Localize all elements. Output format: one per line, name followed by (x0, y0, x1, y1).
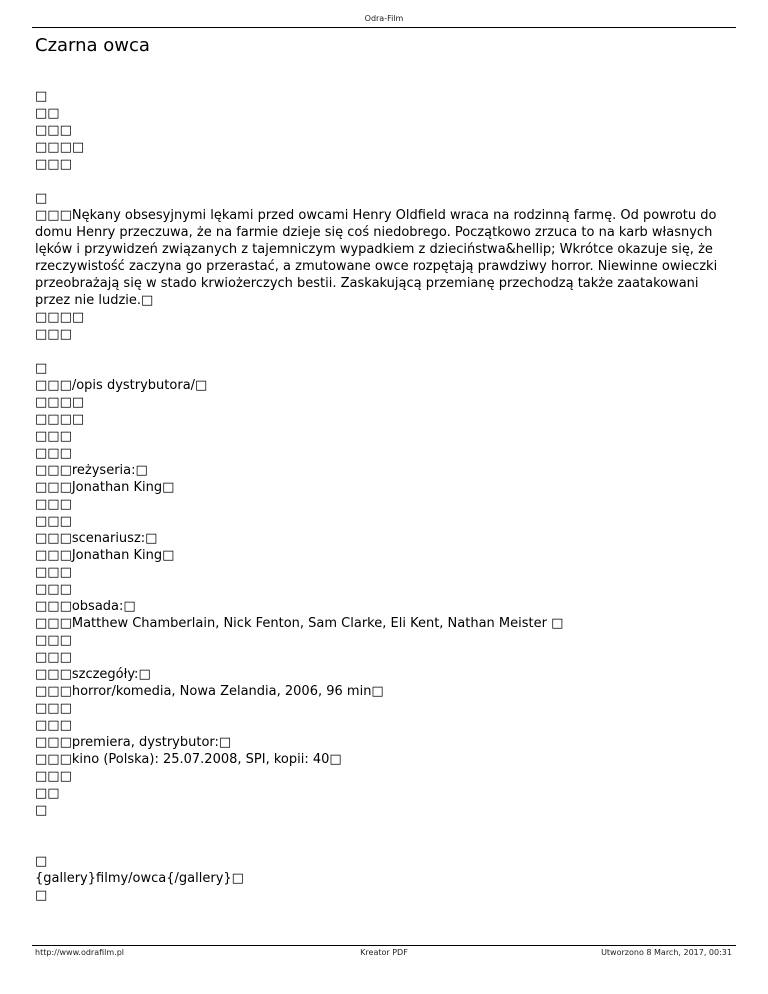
credit-value-screenplay: □□□Jonathan King□ (35, 548, 175, 563)
content-line: □□□□ (35, 310, 85, 325)
content-line: □□□ (35, 718, 72, 733)
content-line: □ (35, 361, 48, 376)
content-line: □□□□ (35, 395, 85, 410)
header-divider (32, 27, 736, 28)
spacer (35, 819, 735, 853)
content-line: □□□ (35, 327, 72, 342)
content-line: □□□ (35, 514, 72, 529)
gallery-placeholder: {gallery}filmy/owca{/gallery}□ (35, 871, 244, 886)
content-line: □ (35, 803, 48, 818)
content-line: □ (35, 89, 48, 104)
content-line: □ (35, 888, 48, 903)
content-line: □□ (35, 786, 60, 801)
content-block-gallery (35, 853, 735, 904)
content-line: □□□□ (35, 140, 85, 155)
content-line: □□□ (35, 123, 72, 138)
content-line: □□□□ (35, 412, 85, 427)
credit-value-cast: □□□Matthew Chamberlain, Nick Fenton, Sam Clarke, Eli Kent, Nathan Meister □ (35, 616, 564, 631)
content-line: □□□ (35, 429, 72, 444)
content-line: □□□ (35, 497, 72, 512)
content-line: □□□ (35, 157, 72, 172)
content-block-synopsis (35, 190, 735, 343)
credit-value-director: □□□Jonathan King□ (35, 480, 175, 495)
footer-created-date: Utworzono 8 March, 2017, 00:31 (601, 948, 732, 957)
credit-label-director: □□□reżyseria:□ (35, 463, 148, 478)
content-line: □□□ (35, 769, 72, 784)
synopsis-paragraph: □□□Nękany obsesyjnymi lękami przed owcami Henry Oldfield wraca na rodzinną farmę. Od powrotu do domu Henry przeczuwa, że na farmie dzieje się coś niedobrego. Początkowo zrzuca to na karb własnych lęków i przywidzeń związanych z tajemniczym wypadkiem z dzieciństwa&hellip; Wkrótce okazuje się, że rzeczywistość zaczyna go przerastać, a zmutowane owce rozpętają prawdziwy horror. Niewinne owieczki przeobrażają się w stado krwiożerczych bestii. Zaskakującą przemianę przechodzą także zaatakowani przez nie ludzie.□ (35, 208, 718, 308)
spacer (35, 173, 735, 190)
article-body (35, 88, 735, 904)
content-line: □□□ (35, 650, 72, 665)
content-line: □□□ (35, 446, 72, 461)
content-line: □□ (35, 106, 60, 121)
footer-divider (32, 945, 736, 946)
content-block-credits (35, 360, 735, 819)
credit-value-premiere: □□□kino (Polska): 25.07.2008, SPI, kopii: 40□ (35, 752, 342, 767)
credit-label-premiere: □□□premiera, dystrybutor:□ (35, 735, 232, 750)
footer-url-link[interactable]: http://www.odrafilm.pl (35, 948, 125, 957)
header-site-name: Odra-Film (364, 14, 404, 23)
credit-label-cast: □□□obsada:□ (35, 599, 136, 614)
content-line: □ (35, 854, 48, 869)
credit-label-screenplay: □□□scenariusz:□ (35, 531, 158, 546)
credit-label-details: □□□szczegóły:□ (35, 667, 151, 682)
distributor-note: □□□/opis dystrybutora/□ (35, 378, 208, 393)
content-block-1 (35, 88, 735, 173)
footer-generator: Kreator PDF (360, 948, 408, 957)
content-line: □□□ (35, 701, 72, 716)
page-title: Czarna owca (35, 35, 150, 56)
content-line: □ (35, 191, 48, 206)
content-line: □□□ (35, 633, 72, 648)
credit-value-details: □□□horror/komedia, Nowa Zelandia, 2006, 96 min□ (35, 684, 384, 699)
spacer (35, 343, 735, 360)
content-line: □□□ (35, 582, 72, 597)
content-line: □□□ (35, 565, 72, 580)
